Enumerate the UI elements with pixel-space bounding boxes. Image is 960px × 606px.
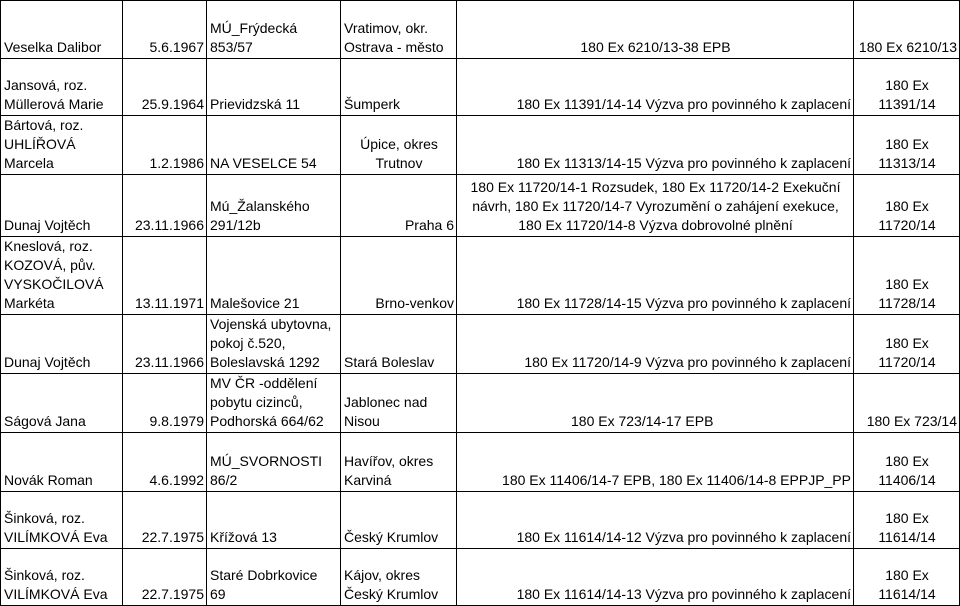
documents-line: 180 Ex 11720/14-8 Výzva dobrovolné plnění — [518, 217, 793, 233]
name-cell — [1, 374, 123, 433]
documents-cell — [457, 59, 854, 116]
documents-cell — [457, 549, 854, 606]
city-cell — [341, 549, 457, 606]
city-line: Havířov, okres — [344, 453, 434, 469]
birth-date-cell: 23.11.1966 — [123, 175, 207, 237]
reference-line: 180 Ex — [885, 136, 929, 152]
documents-line: 180 Ex 6210/13-38 EPB — [580, 39, 731, 55]
reference-line: 11720/14 — [878, 354, 936, 370]
city-line: Český Krumlov — [344, 529, 439, 545]
name-line: Ságová Jana — [4, 413, 86, 429]
address-line: 291/12b — [210, 217, 261, 233]
city-cell — [341, 175, 457, 237]
reference-line: 11728/14 — [878, 295, 936, 311]
city-line: Praha 6 — [404, 217, 454, 233]
city-line: Karviná — [344, 472, 392, 488]
name-cell — [1, 549, 123, 606]
name-line: Šinková, roz. — [4, 510, 85, 526]
name-line: Markéta — [4, 295, 55, 311]
birth-date-cell: 4.6.1992 — [123, 433, 207, 492]
address-line: 69 — [210, 586, 226, 602]
name-cell — [1, 175, 123, 237]
name-line: Dunaj Vojtěch — [4, 354, 91, 370]
table-row — [1, 433, 960, 492]
address-line: 86/2 — [210, 472, 238, 488]
reference-line: 11614/14 — [878, 586, 936, 602]
documents-cell — [457, 315, 854, 374]
address-cell — [207, 237, 341, 315]
reference-cell — [854, 315, 960, 374]
address-cell — [207, 374, 341, 433]
reference-cell — [854, 59, 960, 116]
address-cell — [207, 433, 341, 492]
documents-line: 180 Ex 723/14-17 EPB — [571, 413, 714, 429]
birth-date-cell: 22.7.1975 — [123, 549, 207, 606]
city-cell — [341, 374, 457, 433]
reference-line: 180 Ex 6210/13 — [858, 39, 957, 55]
documents-line: 180 Ex 11720/14-1 Rozsudek, 180 Ex 11720/14-2 Exekuční — [470, 179, 841, 195]
address-line: MV ČR -oddělení — [210, 375, 318, 391]
address-line: MÚ_SVORNOSTI — [210, 453, 323, 469]
city-cell — [341, 492, 457, 549]
address-cell — [207, 175, 341, 237]
name-line: Dunaj Vojtěch — [4, 217, 91, 233]
reference-line: 11614/14 — [878, 529, 936, 545]
table-row — [1, 1, 960, 59]
name-line: Müllerová Marie — [4, 96, 104, 112]
city-cell — [341, 315, 457, 374]
address-line: NA VESELCE 54 — [210, 155, 317, 171]
reference-line: 180 Ex — [885, 198, 929, 214]
name-line: VILÍMKOVÁ Eva — [4, 586, 108, 602]
address-line: Vojenská ubytovna, — [210, 316, 332, 332]
name-cell — [1, 315, 123, 374]
address-cell — [207, 1, 341, 59]
records-table-body — [1, 1, 960, 606]
city-line: Šumperk — [344, 96, 401, 112]
name-line: VILÍMKOVÁ Eva — [4, 529, 108, 545]
city-line: Brno-venkov — [375, 295, 454, 311]
city-line: Vratimov, okr. — [344, 20, 429, 36]
name-cell — [1, 433, 123, 492]
table-row — [1, 549, 960, 606]
table-row — [1, 374, 960, 433]
name-line: Marcela — [4, 155, 54, 171]
city-cell — [341, 1, 457, 59]
name-line: Novák Roman — [4, 472, 93, 488]
reference-line: 11720/14 — [878, 217, 936, 233]
address-line: pobytu cizinců, — [210, 394, 303, 410]
city-line: Trutnov — [375, 155, 423, 171]
reference-line: 11406/14 — [878, 472, 936, 488]
reference-line: 180 Ex — [885, 567, 929, 583]
reference-cell — [854, 492, 960, 549]
reference-line: 180 Ex — [885, 453, 929, 469]
table-row — [1, 59, 960, 116]
birth-date-cell: 1.2.1986 — [123, 116, 207, 175]
city-line: Český Krumlov — [344, 586, 439, 602]
name-line: Kneslová, roz. — [4, 238, 93, 254]
address-line: Staré Dobrkovice — [210, 567, 318, 583]
table-row — [1, 116, 960, 175]
name-line: VYSKOČILOVÁ — [4, 276, 104, 292]
documents-line: návrh, 180 Ex 11720/14-7 Vyrozumění o zahájení exekuce, — [472, 198, 839, 214]
documents-cell — [457, 116, 854, 175]
city-line: Nisou — [344, 413, 380, 429]
birth-date-cell: 9.8.1979 — [123, 374, 207, 433]
documents-cell — [457, 1, 854, 59]
documents-cell — [457, 433, 854, 492]
city-cell — [341, 433, 457, 492]
documents-line: 180 Ex 11313/14-15 Výzva pro povinného k zaplacení — [516, 155, 851, 171]
reference-line: 180 Ex 723/14 — [866, 413, 957, 429]
reference-cell — [854, 433, 960, 492]
birth-date-cell: 22.7.1975 — [123, 492, 207, 549]
birth-date-cell: 5.6.1967 — [123, 1, 207, 59]
reference-line: 180 Ex — [885, 276, 929, 292]
reference-cell — [854, 1, 960, 59]
table-row — [1, 492, 960, 549]
birth-date-cell: 23.11.1966 — [123, 315, 207, 374]
city-cell — [341, 59, 457, 116]
address-line: Malešovice 21 — [210, 295, 300, 311]
address-line: MÚ_Frýdecká — [210, 20, 298, 36]
documents-line: 180 Ex 11406/14-7 EPB, 180 Ex 11406/14-8 EPPJP_PP — [502, 472, 851, 488]
reference-line: 180 Ex — [885, 77, 929, 93]
city-line: Úpice, okres — [360, 136, 438, 152]
address-cell — [207, 116, 341, 175]
reference-cell — [854, 237, 960, 315]
address-cell — [207, 549, 341, 606]
documents-line: 180 Ex 11391/14-14 Výzva pro povinného k zaplacení — [516, 96, 851, 112]
reference-cell — [854, 549, 960, 606]
table-row — [1, 315, 960, 374]
address-line: Prievidzská 11 — [210, 96, 301, 112]
address-line: 853/57 — [210, 39, 253, 55]
city-line: Stará Boleslav — [344, 354, 435, 370]
address-line: Podhorská 664/62 — [210, 413, 324, 429]
name-line: KOZOVÁ, pův. — [4, 257, 96, 273]
name-cell — [1, 237, 123, 315]
reference-line: 180 Ex — [885, 335, 929, 351]
city-cell — [341, 237, 457, 315]
name-line: UHLÍŘOVÁ — [4, 136, 76, 152]
address-cell — [207, 492, 341, 549]
address-cell — [207, 59, 341, 116]
documents-cell — [457, 492, 854, 549]
city-cell — [341, 116, 457, 175]
name-line: Jansová, roz. — [4, 77, 88, 93]
documents-line: 180 Ex 11614/14-12 Výzva pro povinného k zaplacení — [516, 529, 851, 545]
reference-line: 11391/14 — [878, 96, 936, 112]
name-line: Šinková, roz. — [4, 567, 85, 583]
name-cell — [1, 1, 123, 59]
name-line: Veselka Dalibor — [4, 39, 102, 55]
address-line: Křížová 13 — [210, 529, 277, 545]
address-line: pokoj č.520, — [210, 335, 286, 351]
table-row — [1, 237, 960, 315]
documents-cell — [457, 237, 854, 315]
name-cell — [1, 59, 123, 116]
name-cell — [1, 116, 123, 175]
documents-cell — [457, 374, 854, 433]
name-cell — [1, 492, 123, 549]
reference-line: 11313/14 — [878, 155, 936, 171]
reference-cell — [854, 116, 960, 175]
city-line: Ostrava - město — [344, 39, 444, 55]
documents-line: 180 Ex 11728/14-15 Výzva pro povinného k zaplacení — [516, 295, 851, 311]
reference-cell — [854, 175, 960, 237]
name-line: Bártová, roz. — [4, 117, 84, 133]
city-line: Jablonec nad — [344, 394, 428, 410]
address-cell — [207, 315, 341, 374]
reference-cell — [854, 374, 960, 433]
documents-line: 180 Ex 11614/14-13 Výzva pro povinného k zaplacení — [516, 586, 851, 602]
address-line: Mú_Žalanského — [210, 198, 310, 214]
birth-date-cell: 13.11.1971 — [123, 237, 207, 315]
documents-cell — [457, 175, 854, 237]
birth-date-cell: 25.9.1964 — [123, 59, 207, 116]
documents-line: 180 Ex 11720/14-9 Výzva pro povinného k zaplacení — [524, 354, 851, 370]
table-row — [1, 175, 960, 237]
city-line: Kájov, okres — [344, 567, 420, 583]
reference-line: 180 Ex — [885, 510, 929, 526]
address-line: Boleslavská 1292 — [210, 354, 320, 370]
